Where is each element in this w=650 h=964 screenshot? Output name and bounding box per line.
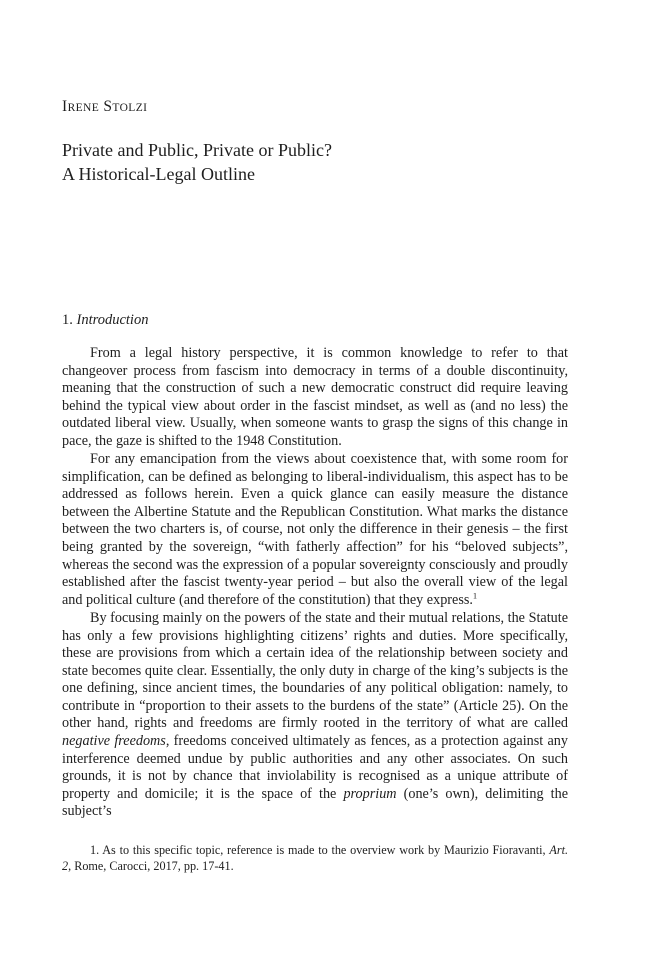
paragraph-3: By focusing mainly on the powers of the state and their mutual relations, the Statute has only a few provisions highlighting citizens’ rights and duties. More specifically, these are provisions from which a certain idea of the relationship between society and state becomes quite clear. Essentially, the only duty in charge of the king’s subjects is the one defining, since ancient times, the boundaries of any political obligation: namely, to contribute in “proportion to their assets to the burdens of the state” (Article 25). On the other hand, rights and freedoms are firmly rooted in the territory of what are called negative freedoms, freedoms conceived ultimately as fences, as a protection against any interference deemed undue by public authorities and any other associates. On such grounds, it is not by chance that inviolability is recognised as a unique attribute of property and domicile; it is the space of the proprium (one’s own), delimiting the subject’s bbox=[62, 609, 568, 820]
title-line-2: A Historical-Legal Outline bbox=[62, 164, 255, 184]
footnote: 1. As to this specific topic, reference is made to the overview work by Maurizio Fioravanti, Art. 2, Rome, Carocci, 2017, pp. 17-41. bbox=[62, 843, 568, 873]
footnote-ref: 1 bbox=[472, 590, 478, 601]
article-title bbox=[62, 138, 332, 186]
section-title: Introduction bbox=[76, 312, 149, 328]
author-name: IRENE STOLZI bbox=[62, 98, 148, 115]
section-number: 1. bbox=[62, 312, 77, 328]
paragraph-1: From a legal history perspective, it is common knowledge to refer to that changeover process from fascism into democracy in terms of a double discontinuity, meaning that the construction of such a new democratic construct did require leaving behind the typical view about order in the fascist mindset, as well as (and no less) the outdated liberal view. Usually, when someone wants to grasp the signs of this change in pace, the gaze is shifted to the 1948 Constitution. bbox=[62, 345, 568, 449]
title-line-1: Private and Public, Private or Public? bbox=[62, 140, 332, 160]
section-heading bbox=[62, 312, 148, 329]
paragraph-2: For any emancipation from the views about coexistence that, with some room for simplification, can be defined as belonging to liberal-individualism, this aspect has to be addressed as follows herein. Even a quick glance can easily measure the distance between the Albertine Statute and the Republican Constitution. What marks the distance between the two charters is, of course, not only the difference in their genesis – the first being granted by the sovereign, “with fatherly affection” for his “beloved subjects”, whereas the second was the expression of a popular sovereignty consciously and proudly established after the fascist twenty-year period – but also the overall view of the legal and political culture (and therefore of the constitution) that they express.$^1$ bbox=[62, 451, 568, 608]
footnote-number: 1. bbox=[90, 843, 103, 857]
body-text bbox=[62, 345, 568, 821]
